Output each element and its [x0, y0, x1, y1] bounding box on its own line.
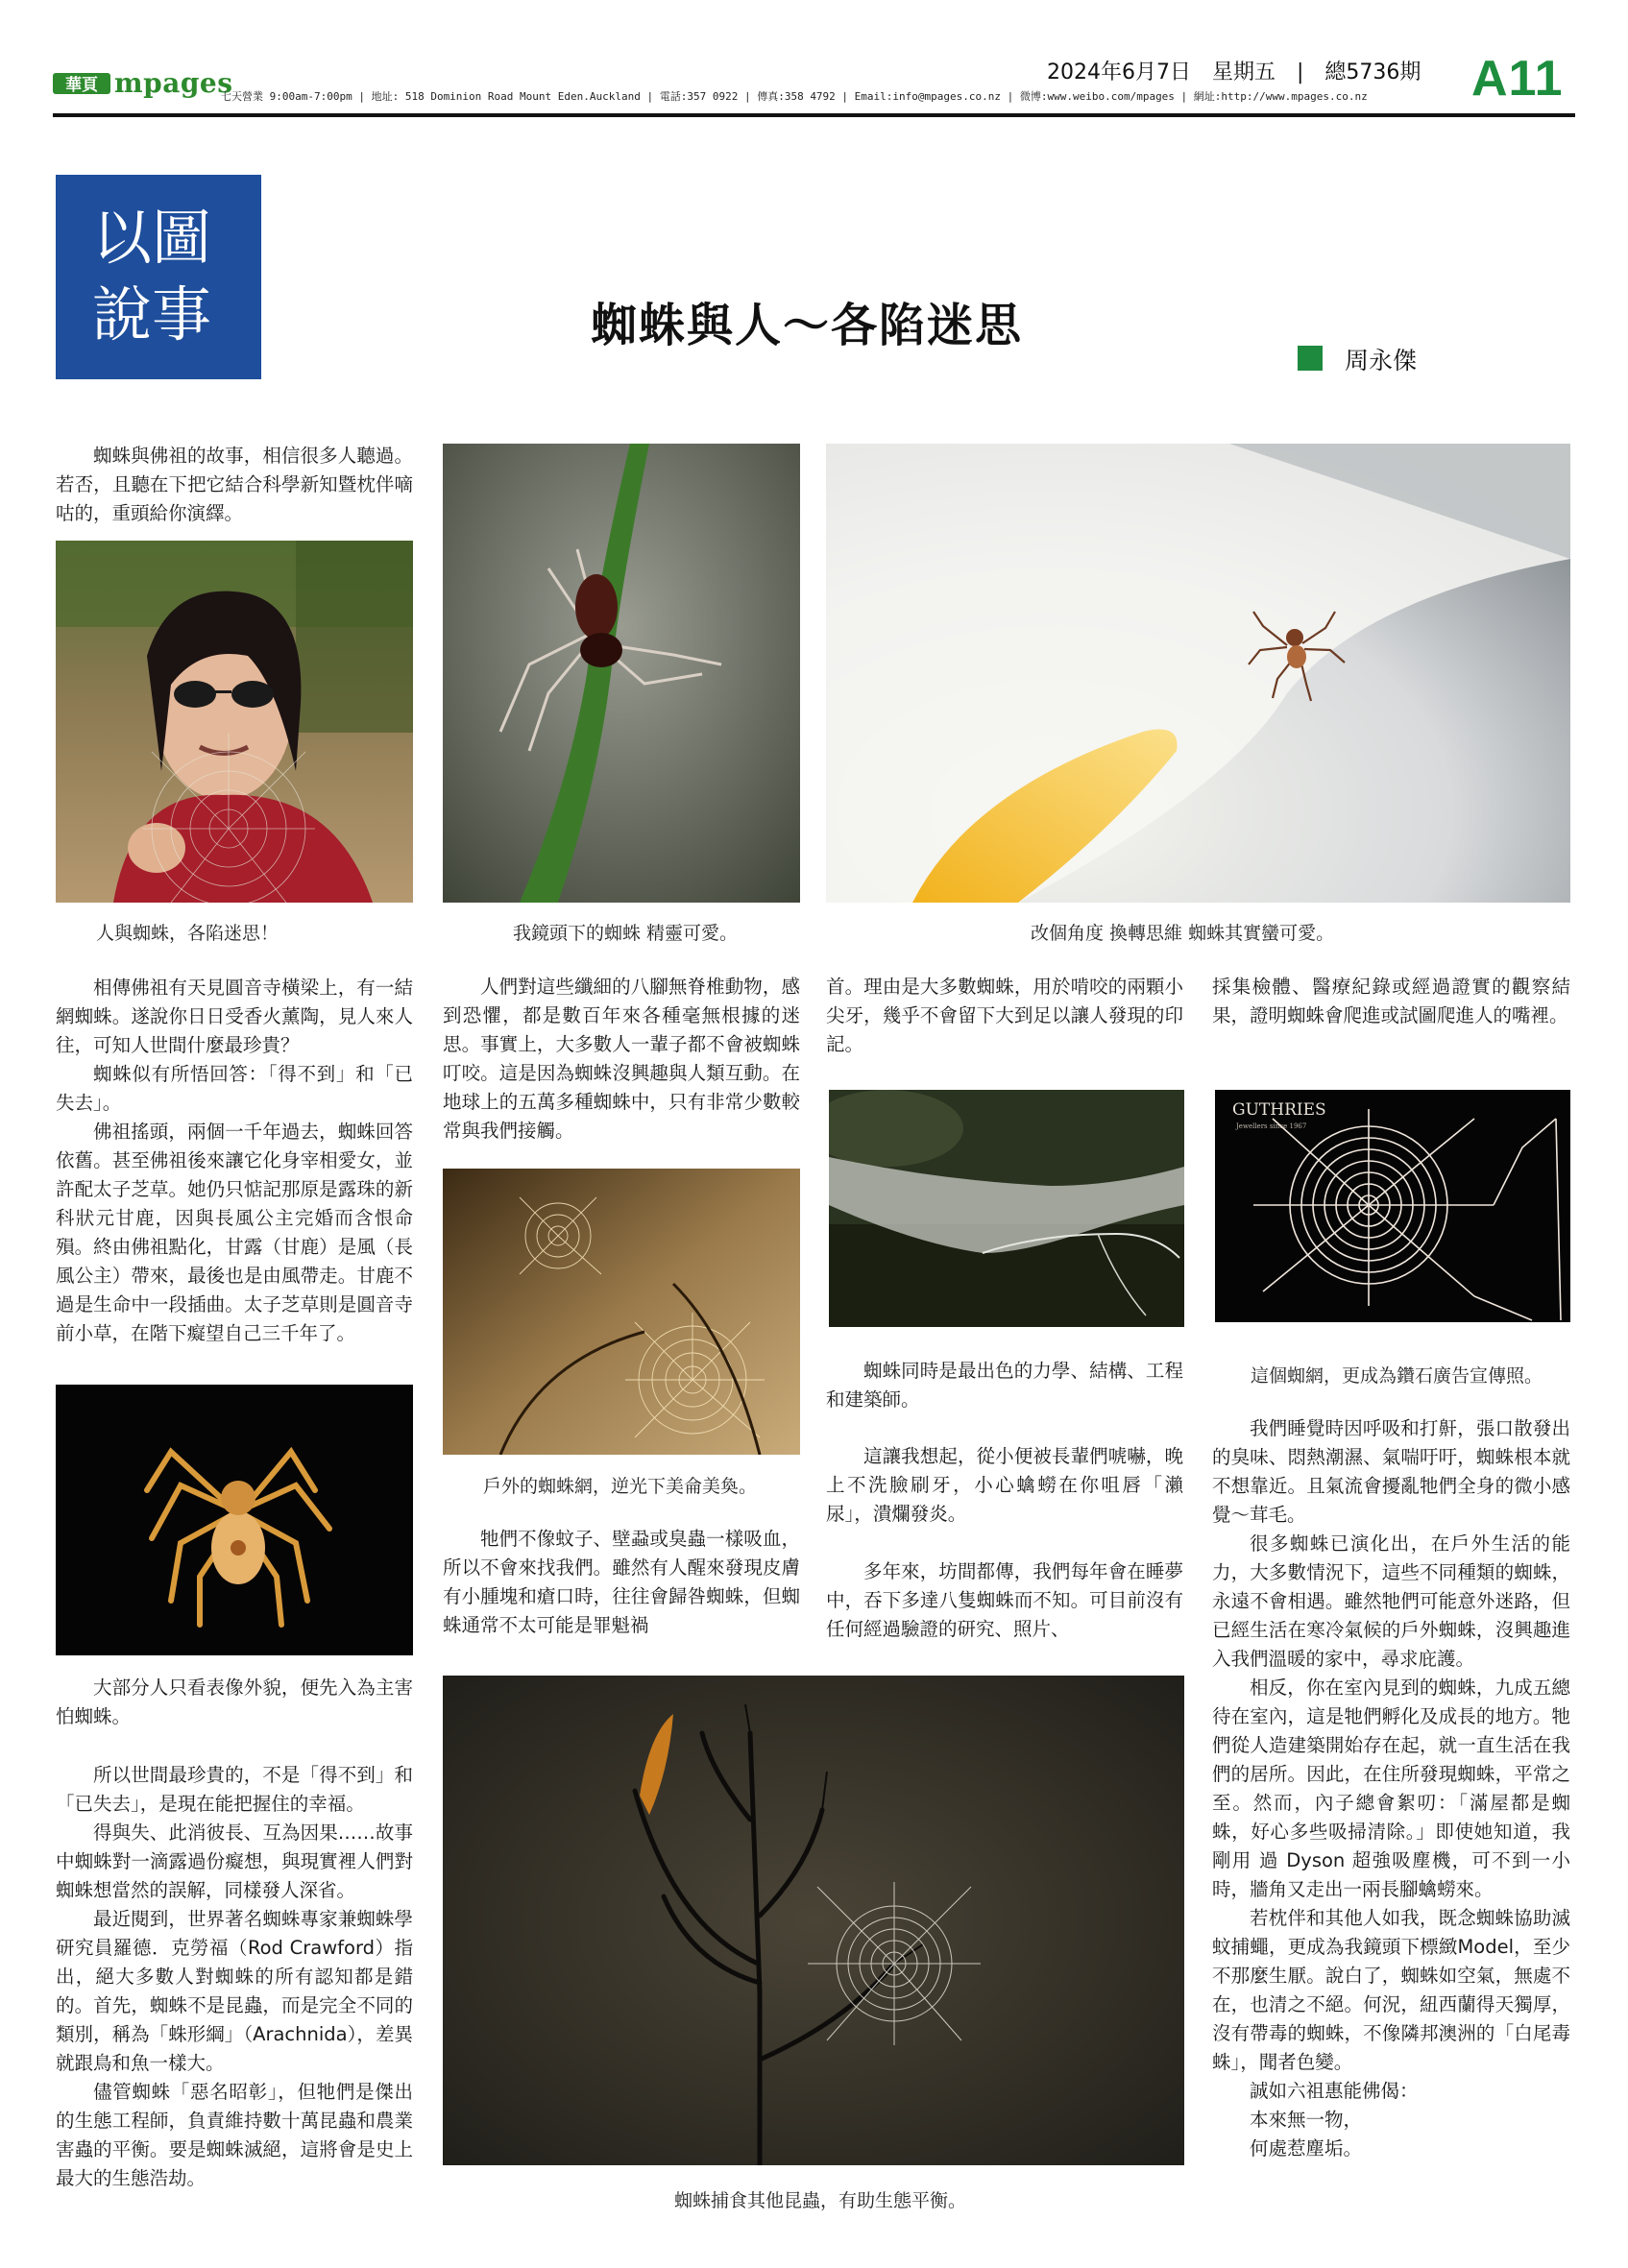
caption-backlit-webs: 戶外的蜘蛛網，逆光下美侖美奐。: [483, 1476, 758, 1497]
column-tag: [56, 175, 261, 379]
masthead-logo: [53, 67, 233, 102]
col1-after: 所以世間最珍貴的，不是「得不到」和「已失去」，是現在能把握住的幸福。 得與失、此消彼長、互為因果……故事中蜘蛛對一滴露過份癡想，與現實裡人們對蜘蛛想當然的誤解，同樣發人深省。 最近閱到，世界著名蜘蛛專家兼蜘蛛學研究員羅德．克勞福（Rod Crawford）指出，絕大多數人對蜘蛛的所有認知都是錯的。首先，蜘蛛不是昆蟲，而是完全不同的類別，稱為「蛛形綱」（Arachnida），差異就跟鳥和魚一樣大。 儘管蜘蛛「惡名昭彰」，但牠們是傑出的生態工程師，負責維持數十萬昆蟲和農業害蟲的平衡。要是蜘蛛滅絕，這將會是史上最大的生態浩劫。: [56, 1764, 413, 2189]
masthead-info: 七天營業 9:00am-7:00pm | 地址: 518 Dominion Road Mount Eden.Auckland | 電話:357 0922 | 傳真:358 4792 | Email:info@mpages.co.nz | 微博:www.weibo.com/mpages | 網址:http://www.mpages.co.nz: [221, 90, 1368, 103]
column-tag-line2: 說事: [92, 279, 212, 350]
author-marker: [1298, 346, 1323, 371]
col4-top: 採集檢體、醫療紀錄或經過證實的觀察結果，證明蜘蛛會爬進或試圖爬進人的嘴裡。: [1212, 976, 1570, 1026]
col3-top: 首。理由是大多數蜘蛛，用於啃咬的兩顆小尖牙，幾乎不會留下大到足以讓人發現的印記。: [826, 976, 1183, 1055]
caption-guthries-web: 這個蜘網，更成為鑽石廣告宣傳照。: [1251, 1365, 1543, 1387]
col1-story: 相傳佛祖有天見圓音寺橫梁上，有一結網蜘蛛。遂說你日日受香火薰陶，見人來人往，可知人世間什麼最珍貴？ 蜘蛛似有所悟回答：「得不到」和「已失去」。 佛祖搖頭，兩個一千年過去，蜘蛛回答依舊。甚至佛祖後來讓它化身宰相愛女，並許配太子芝草。她仍只惦記那原是露珠的新科狀元甘鹿，因與長風公主完婚而含恨命殞。終由佛祖點化，甘露（甘鹿）是風（長風公主）帶來，最後也是由風帶走。甘鹿不過是生命中一段插曲。太子芝草則是圓音寺前小草，在階下癡望自己三千年了。: [56, 977, 413, 1344]
guthries-brand: GUTHRIES: [1232, 1100, 1326, 1120]
headline: 蜘蛛與人～各陷迷思: [590, 299, 1023, 352]
guthries-sub: Jewellers since 1967: [1236, 1122, 1307, 1130]
photo-night-spider: [56, 1385, 413, 1655]
caption-night-spider: 大部分人只看表像外貌，便先入為主害怕蜘蛛。: [56, 1677, 413, 1727]
photo-dew-web: [829, 1090, 1184, 1327]
photo-backlit-webs: [443, 1169, 800, 1455]
photo-branch-web: [443, 1676, 1184, 2165]
col1-intro: 蜘蛛與佛祖的故事，相信很多人聽過。若否，且聽在下把它結合科學新知暨枕伴嘀咕的，重頭給你演繹。: [56, 445, 413, 524]
header-rule: [53, 113, 1575, 117]
author-name: 周永傑: [1345, 347, 1418, 374]
issue-date: 2024年6月7日 星期五 | 總5736期: [1047, 60, 1421, 84]
caption-stem-spider: 我鏡頭下的蜘蛛 精靈可愛。: [513, 923, 739, 944]
page-number: A11: [1471, 51, 1564, 107]
logo-glyph: 華頁: [65, 76, 98, 95]
logo-mark: [53, 69, 112, 98]
photo-lily-spider: [826, 444, 1570, 903]
column-tag-line1: 以圖: [92, 203, 212, 273]
col4-body: 我們睡覺時因呼吸和打鼾，張口散發出的臭味、悶熱潮濕、氣喘吁吁，蜘蛛根本就不想靠近。且氣流會擾亂牠們全身的微小感覺～茸毛。 很多蜘蛛已演化出，在戶外生活的能力，大多數情況下，這些不同種類的蜘蛛，永遠不會相遇。雖然牠們可能意外迷路，但已經生活在寒冷氣候的戶外蜘蛛，沒興趣進入我們溫暖的家中，尋求庇護。 相反，你在室內見到的蜘蛛，九成五總待在室內，這是牠們孵化及成長的地方。牠們從人造建築開始存在起，就一直生活在我們的居所。因此，在住所發現蜘蛛，平常之至。然而，內子總會絮叨：「滿屋都是蜘蛛，好心多些吸掃清除。」即使她知道，我剛用 過 Dyson 超強吸塵機，可不到一小時，牆角又走出一兩長腳蠄蟧來。 若枕伴和其他人如我，既念蜘蛛協助滅蚊捕蠅，更成為我鏡頭下標緻Model，至少不那麼生厭。說白了，蜘蛛如空氣，無處不在，也清之不絕。何況，紐西蘭得天獨厚，沒有帶毒的蜘蛛，不像隣邦澳洲的「白尾毒蛛」，聞者色變。 誠如六祖惠能佛偈： 本來無一物， 何處惹塵垢。: [1212, 1417, 1570, 2159]
col3-mid: 這讓我想起，從小便被長輩們唬嚇，晚上不洗臉刷牙，小心蠄蟧在你咀唇「瀨尿」，潰爛發炎。 多年來，坊間都傳，我們每年會在睡夢中，吞下多達八隻蜘蛛而不知。可目前沒有任何經過驗證的研究、照片、: [826, 1445, 1183, 1640]
col2-bottom: 牠們不像蚊子、壁蝨或臭蟲一樣吸血，所以不會來找我們。雖然有人醒來發現皮膚有小腫塊和瘡口時，往往會歸咎蜘蛛，但蜘蛛通常不太可能是罪魁禍: [443, 1528, 800, 1636]
caption-lily-spider: 改個角度 換轉思維 蜘蛛其實蠻可愛。: [1031, 923, 1335, 944]
photo-woman-web: [56, 541, 413, 903]
photo-stem-spider: [443, 444, 800, 903]
caption-woman: 人與蜘蛛，各陷迷思！: [96, 923, 279, 944]
caption-dew-web: 蜘蛛同時是最出色的力學、結構、工程和建築師。: [826, 1360, 1183, 1411]
caption-branch-web: 蜘蛛捕食其他昆蟲，有助生態平衡。: [674, 2190, 967, 2211]
photo-guthries-web: [1215, 1090, 1570, 1322]
logo-text: mpages: [114, 67, 233, 99]
col2-top: 人們對這些纖細的八腳無脊椎動物，感到恐懼，都是數百年來各種毫無根據的迷思。事實上，大多數人一輩子都不會被蜘蛛叮咬。這是因為蜘蛛沒興趣與人類互動。在地球上的五萬多種蜘蛛中，只有非常少數較常與我們接觸。: [443, 976, 800, 1142]
